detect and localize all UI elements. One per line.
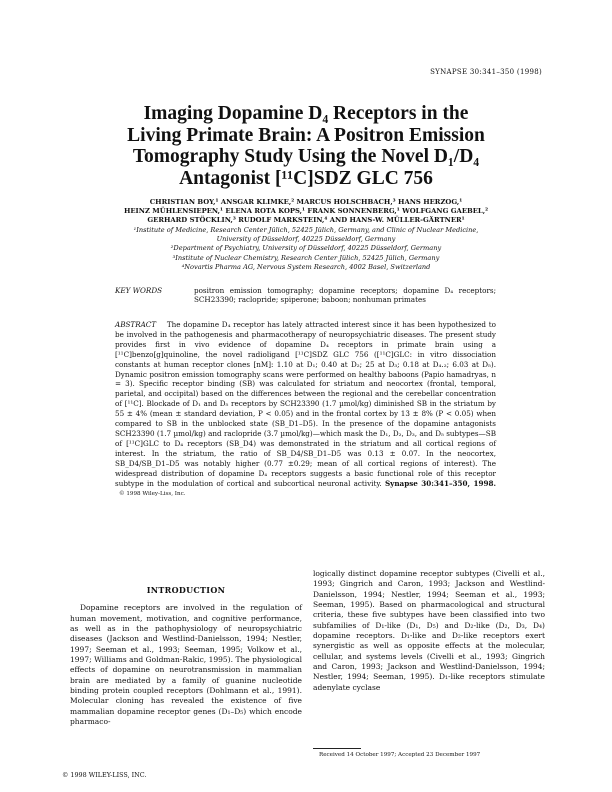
intro-paragraph-left: Dopamine receptors are involved in the regulation of human movement, motivation, and cognitive performance, as well as in the pathophysiology of neuropsychiatric diseases (Jackson and Westlind-Danielsson, 1994; Nestler, 1997; Seeman et al., 1993; Seeman, 1995; Volkow et al., 1997; Williams and Goldman-Rakic, 1995). The physiological effects of dopamine on neurotransmission in mammalian brain are mediated by a family of guanine nucleotide binding protein coupled receptors (Dohlmann et al., 1991). Molecular cloning has revealed the existence of five mammalian dopamine receptor genes (D₁–D₅) which encode pharmaco-: [70, 603, 302, 727]
title-line: Antagonist [¹¹C]SDZ GLC 756: [179, 167, 433, 189]
affiliation-line: University of Düsseldorf, 40225 Düsseldorf, Germany: [216, 235, 396, 244]
copyright-notice: © 1998 WILEY-LISS, INC.: [62, 771, 147, 779]
footnote-divider: [313, 748, 361, 749]
abstract-label: ABSTRACT: [115, 320, 157, 329]
affiliations: [60, 226, 552, 272]
intro-paragraph-right: logically distinct dopamine receptor subtypes (Civelli et al., 1993; Gingrich and Caron, 1993; Jackson and Westlind-Danielsson, 1994; Nestler, 1994; Seeman et al., 1993; Seeman, 1995). Based on pharmacological and structural criteria, these five subtypes have been classified into two subfamilies of D₁-like (D₁, D₅) and D₂-like (D₂, D₃, D₄) dopamine receptors. D₁-like and D₂-like receptors exert synergistic as well as opposite effects at the molecular, cellular, and systems levels (Civelli et al., 1993; Gingrich and Caron, 1993; Jackson and Westlind-Danielsson, 1994; Nestler, 1994; Seeman, 1995). D₁-like receptors stimulate adenylate cyclase: [313, 569, 545, 692]
affiliation-line: ³Institute of Nuclear Chemistry, Research Center Jülich, 52425 Jülich, Germany: [172, 253, 440, 262]
author-list: [60, 198, 552, 226]
left-column: [70, 585, 302, 727]
right-column: [313, 569, 545, 693]
title-line: Tomography Study Using the Novel D₁/D₄: [132, 146, 480, 167]
affiliation-line: ²Department of Psychiatry, University of Düsseldorf, 40225 Düsseldorf, Germany: [170, 244, 442, 253]
title-line: Living Primate Brain: A Positron Emission: [127, 124, 485, 146]
affiliation-line: ¹Institute of Medicine, Research Center Jülich, 52425 Jülich, Germany, and Clinic of Nuclear Medicine,: [133, 226, 479, 234]
abstract-citation: Synapse 30:341–350, 1998.: [384, 478, 497, 488]
author-line: CHRISTIAN BOY,¹ ANSGAR KLIMKE,² MARCUS HOLSCHBACH,³ HANS HERZOG,¹: [149, 198, 463, 206]
keywords-text: positron emission tomography; dopamine receptors; dopamine D₄ receptors; SCH23390; raclopride; spiperone; baboon; nonhuman primates: [194, 286, 496, 305]
abstract: [115, 320, 496, 500]
author-line: GERHARD STÖCKLIN,³ RUDOLF MARKSTEIN,⁴ AND HANS-W. MÜLLER-GÄRTNER¹: [147, 216, 465, 225]
title-line: Imaging Dopamine D₄ Receptors in the: [143, 103, 469, 124]
abstract-text: The dopamine D₄ receptor has lately attracted interest since it has been hypothesized to be involved in the pathogenesis and pharmacotherapy of neuropsychiatric diseases. The present study provides first in vivo evidence of dopamine D₄ receptors in primate brain using a [¹¹C]benzo[g]quinoline, the novel radioligand [¹¹C]SDZ GLC 756 ([¹¹C]GLC: in vitro dissociation constants at human receptor clones [nM]: 1.10 at D₁; 0.40 at D₂; 25 at D₃; 0.18 at D₄.₂; 6.03 at D₅). Dynamic positron emission tomography scans were performed on healthy baboons (Papio hamadryas, n = 3). Specific receptor binding (SB) was calculated for striatum and neocortex (frontal, temporal, parietal, and occipital) based on the differences between the regional and the cerebellar concentration of [¹¹C]. Blockade of D₁ and D₅ receptors by SCH23390 (1.7 µmol/kg) diminished SB in the striatum by 55 ± 4% (mean ± standard deviation, P < 0.05) and in the frontal cortex by 13 ± 8% (P < 0.05) when compared to SB in the unblocked state (SB_D1–D5). In the presence of the dopamine antagonists SCH23390 (1.7 µmol/kg) and raclopride (3.7 µmol/kg)—which mask the D₁, D₂, D₃, and D₅ subtypes—SB of [¹¹C]GLC to D₄ receptors (SB_D4) was demonstrated in the striatum and all cortical regions of interest. In the striatum, the ratio of SB_D4/SB_D1–D5 was 0.13 ± 0.07. In the neocortex, SB_D4/SB_D1–D5 was notably higher (0.77 ±0.29; mean of all cortical regions of interest). The widespread distribution of dopamine D₄ receptors suggests a basic functional role of this receptor subtype in the modulation of cortical and subcortical neuronal activity.: [115, 320, 496, 488]
journal-header: SYNAPSE 30:341–350 (1998): [430, 68, 542, 76]
received-footnote: Received 14 October 1997; Accepted 23 December 1997: [319, 752, 481, 758]
article-title: [60, 103, 552, 189]
author-line: HEINZ MÜHLENSIEPEN,¹ ELENA ROTA KOPS,¹ FRANK SONNENBERG,¹ WOLFGANG GAEBEL,²: [123, 207, 489, 216]
affiliation-line: ⁴Novartis Pharma AG, Nervous System Research, 4002 Basel, Switzerland: [181, 262, 431, 271]
section-heading: INTRODUCTION: [146, 585, 226, 595]
abstract-copyright: © 1998 Wiley-Liss, Inc.: [119, 491, 186, 498]
keywords-label: KEY WORDS: [115, 286, 163, 295]
